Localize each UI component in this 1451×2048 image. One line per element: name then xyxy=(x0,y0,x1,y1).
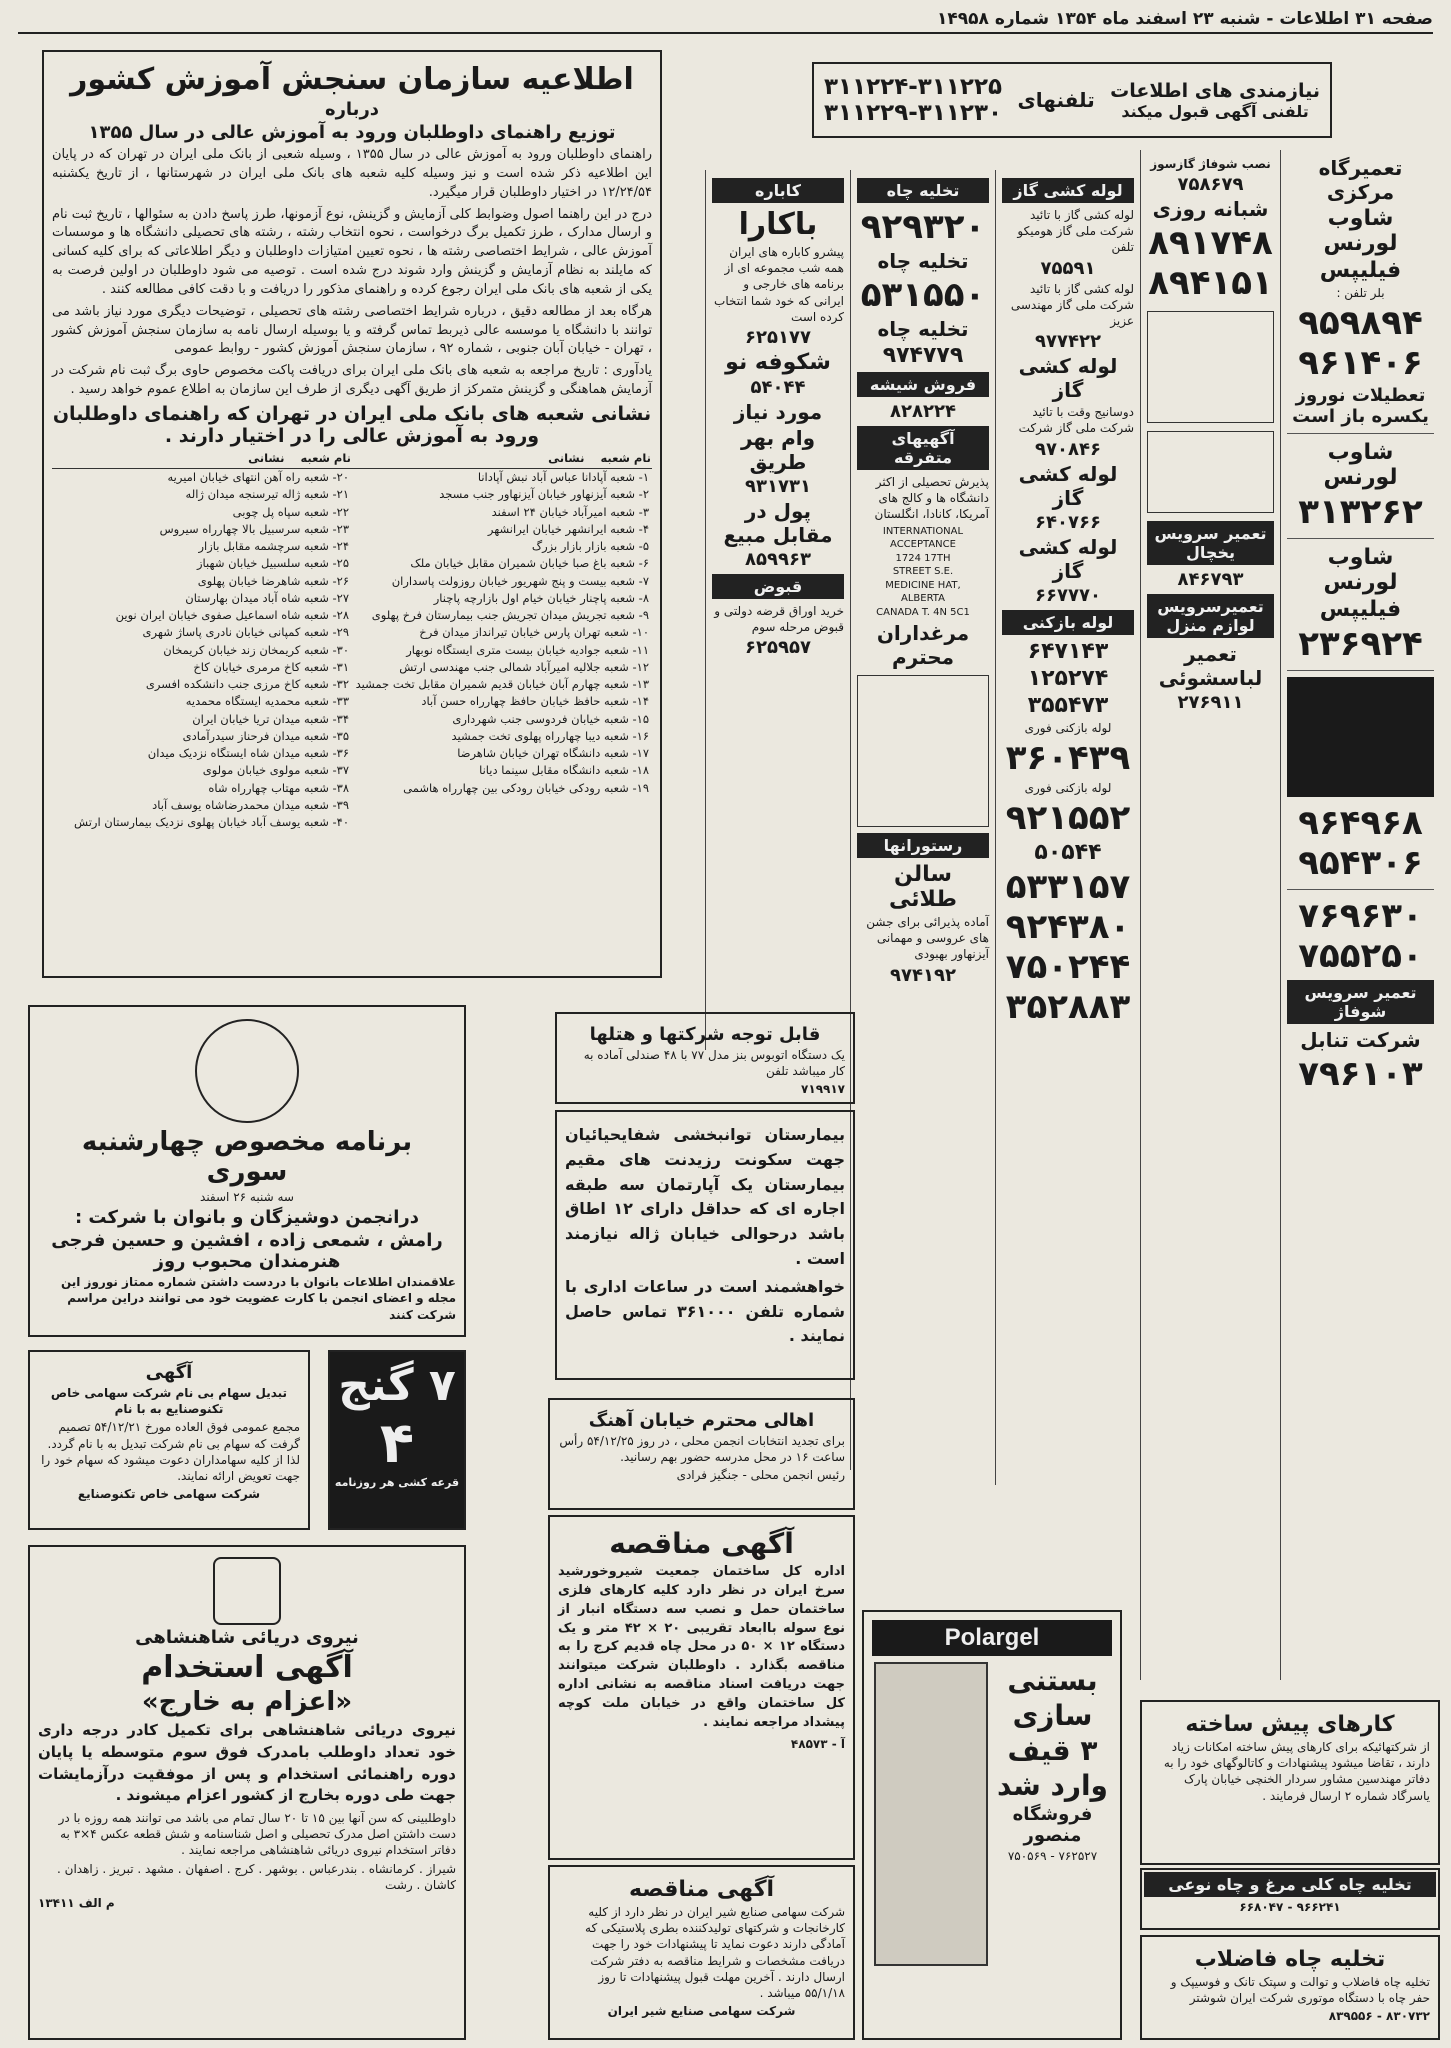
branch-row-right-7: ۷- شعبه بیست و پنج شهریور خیابان روزولت پاسداران xyxy=(391,573,649,588)
navy-anchor-icon xyxy=(213,1557,281,1625)
wells-title-3: تخلیه چاه xyxy=(877,317,969,341)
notice-para3: هرگاه بعد از مطالعه دقیق ، درباره شرایط اختصاصی رشته های تحصیلی ، توضیحات دیگری مورد نیاز باشد می توانند با دانشگاه یا موسسه عالی ذیربط تماس گرفته و یا بوسیله ارسال نامه به سازمان سنجش آموزش کشور ، تهران - خیابان آبان جنوبی ، شماره ۹۲ ، سازمان سنجش آموزش کشور - روابط عمومی xyxy=(52,303,652,357)
col4-ad-block-2 xyxy=(1147,431,1274,513)
navy-ad xyxy=(28,1545,466,2040)
sanjesh-notice xyxy=(42,50,662,978)
chaharshanbe-date: سه شنبه ۲۶ اسفند xyxy=(200,1190,294,1204)
col4-phone-c: ۸۹۴۱۵۱ xyxy=(1148,263,1273,304)
shawb-title: تعمیرگاه مرکزی xyxy=(1318,156,1403,204)
shawb-phone-7: ۷۶۹۶۳۰ xyxy=(1298,896,1423,937)
pipe5-title: لوله کشی گاز xyxy=(1018,534,1118,583)
addr-line-4: STREET S.E. xyxy=(892,566,954,578)
col4-phone-a: ۷۵۸۶۷۹ xyxy=(1177,174,1244,196)
glass-phone: ۸۲۸۲۲۴ xyxy=(890,401,956,422)
hospital-text: بیمارستان توانبخشی شفایحیائیان جهت سکونت رزیدنت های مقیم بیمارستان یک آپارتمان سه طبقه اجاره ای که حداقل دارای ۱۲ اطاق باشد درحوالی خیابان ژاله نیازمند است . xyxy=(565,1125,846,1268)
branch-table xyxy=(52,449,652,832)
branch-row-right-2: ۲- شعبه آیزنهاور خیابان آیزنهاور جنب مسجد xyxy=(439,487,649,502)
pipe12-phone: ۵۳۳۱۵۷ xyxy=(1005,866,1131,907)
branch-row-right-15: ۱۵- شعبه خیابان فردوسی جنب شهرداری xyxy=(452,711,649,726)
shawb-phone-8: ۷۵۵۲۵۰ xyxy=(1298,936,1423,977)
col4-title: نصب شوفاژ گازسوز xyxy=(1150,157,1271,171)
receipt-bar: قبوض xyxy=(712,574,844,599)
branch-row-left-11: ۳۰- شعبه کریمخان زند خیابان کریمخان xyxy=(163,642,349,657)
addr-line-1: INTERNATIONAL xyxy=(882,525,964,537)
shekufe-name: شکوفه نو xyxy=(725,349,831,375)
hospital-text-2: خواهشمند است در ساعات اداری با شماره تلفن ۳۶۱۰۰۰ تماس حاصل نمایند . xyxy=(565,1276,845,1346)
polargel-brand: Polargel xyxy=(872,1620,1112,1656)
branch-row-left-19: ۳۸- شعبه مهتاب چهارراه شاه xyxy=(208,780,349,795)
chaharshanbe-line2: رامش ، شمعی زاده ، افشین و حسین فرجی هنرمندان محبوب روز xyxy=(51,1230,443,1273)
polargel-line1: بستنی xyxy=(1007,1664,1098,1697)
pipe10-phone: ۹۲۱۵۵۲ xyxy=(1005,797,1131,838)
notice-subtitle: توزیع راهنمای داوطلبان ورود به آموزش عالی در سال ۱۳۵۵ xyxy=(88,122,616,143)
banner-label: تلفنهای xyxy=(1017,88,1095,112)
chaharshanbe-line1: درانجمن دوشیزگان و بانوان با شرکت : xyxy=(74,1207,420,1229)
th-addr-left: نشانی xyxy=(248,450,285,465)
branch-row-left-14: ۳۳- شعبه محمدیه ایستگاه محمدیه xyxy=(185,694,349,709)
branch-row-left-5: ۲۴- شعبه سرچشمه مقابل بازار xyxy=(198,539,349,554)
seven-ganj-sub: ۴ xyxy=(379,1411,415,1476)
misc-address xyxy=(857,525,989,620)
prebuilt-phone: ۹۶۶۲۴۱ - ۶۶۸۰۴۷ xyxy=(1239,1900,1341,1914)
branch-row-left-17: ۳۶- شعبه میدان شاه ایستگاه نزدیک میدان xyxy=(147,746,349,761)
rest-title: سالن طلائی xyxy=(889,862,957,913)
pipe-bar: لوله بازکنی xyxy=(1002,610,1134,635)
polargel-line3: ۳ قیف xyxy=(1007,1734,1098,1767)
branch-row-left-16: ۳۵- شعبه میدان فرحناز سیدرآمادی xyxy=(182,728,349,743)
branch-row-right-16: ۱۶- شعبه دیبا چهارراه پهلوی تخت جمشید xyxy=(451,728,649,743)
polargel-store: فروشگاه منصور xyxy=(1012,1804,1093,1846)
notice-para2: درج در این راهنما اصول وضوابط کلی آزمایش و گزینش، نوع آزمونها، طرز پاسخ دادن به سئوالها ، تاریخ ثبت نام و ارسال مدارک ، طرز تکمیل برگ درخواست ، نحوه انتخاب رشته ، رشته های تحصیلی دانشگاه ها و موسسات آموزش عالی ، شرایط اختصاصی رشته ها ، نحوه تعیین امتیازات داوطلبان و دیگر اطلاعاتی که برای کلیه کسانی که مایلند به نظام آزمایش و گزینش وارد شوند درج شده است . توصیه می شود داوطلبان در اولین فرصت به یکی از شعبه های بانک ملی ایران رجوع کرده و راهنمای مذکور را دریافت و با دقت کافی مطالعه کنند . xyxy=(52,206,652,297)
branch-row-left-18: ۳۷- شعبه مولوی خیابان مولوی xyxy=(202,763,349,778)
prebuilt-title: کارهای پیش ساخته xyxy=(1185,1712,1395,1737)
companies-title: قابل توجه شرکتها و هتلها xyxy=(589,1024,821,1045)
seven-ganj-ad xyxy=(328,1350,466,1530)
receipt-phone: ۶۲۵۹۵۷ xyxy=(745,637,811,659)
addr-line-5: MEDICINE HAT, xyxy=(885,579,961,591)
col4-shabaneh: شبانه روزی xyxy=(1152,197,1269,222)
companies-phone: ۷۱۹۹۱۷ xyxy=(801,1082,845,1097)
pipe4-phone: ۶۴۰۷۶۶ xyxy=(1035,511,1101,533)
shawb-brand-2: شاوب لورنس xyxy=(1323,440,1398,491)
col-repair-shawb xyxy=(1280,150,1440,1680)
col4-bar-fridge: تعمیر سرویس یخچال xyxy=(1147,521,1274,565)
header-text: صفحه ۳۱ اطلاعات - شنبه ۲۳ اسفند ماه ۱۳۵۴ شماره ۱۴۹۵۸ xyxy=(937,9,1433,29)
pipe8-phone: ۳۵۵۴۷۳ xyxy=(1027,692,1109,718)
col-wells xyxy=(850,170,995,1470)
pipe13-phone: ۹۲۴۳۸۰ xyxy=(1005,906,1131,947)
th-name-left: نام شعبه xyxy=(300,450,351,465)
pipe15-phone: ۳۵۲۸۸۳ xyxy=(1005,986,1131,1027)
tender2-text: شرکت سهامی صنایع شیر ایران در نظر دارد از کلیه کارخانجات و شرکتهای تولیدکننده بطری پلاستیکی که آمادگی دارند دعوت نماید تا پیشنهادات خود را جهت دریافت مشخصات و شرایط مناقصه به دفتر شرکت ارسال دارند . آخرین مهلت قبول پیشنهادات تا روز ۵۵/۱/۱۸ میباشد . xyxy=(585,1905,845,2000)
branch-row-right-10: ۱۰- شعبه تهران پارس خیابان تیرانداز میدان فرخ xyxy=(419,625,649,640)
phones-banner xyxy=(812,62,1332,138)
col3-bar-shofaj: تعمیر سرویس شوفاژ xyxy=(1287,980,1434,1024)
th-addr-right: نشانی xyxy=(548,450,585,465)
companies-ad xyxy=(555,1012,855,1104)
wells-phone-1: ۹۲۹۳۲۰ xyxy=(860,207,986,247)
banner-subtitle: تلفنی آگهی قبول میکند xyxy=(1121,101,1309,121)
addr-line-2: ACCEPTANCE xyxy=(890,539,956,551)
wash-phone: ۲۷۶۹۱۱ xyxy=(1177,692,1244,714)
sewage-title: تخلیه چاه فاضلاب xyxy=(1194,1947,1386,1972)
branch-row-right-3: ۳- شعبه امیرآباد خیابان ۲۴ اسفند xyxy=(491,504,649,519)
tenal-title: شرکت تنابل xyxy=(1300,1028,1421,1053)
misc-bar: آگهیهای متفرقه xyxy=(857,426,989,470)
philips-brand-2: فیلیپس xyxy=(1319,597,1402,623)
branch-row-right-18: ۱۸- شعبه دانشگاه مقابل سینما دیانا xyxy=(479,763,649,778)
col-repair-general xyxy=(1140,150,1280,1680)
navy-sign: م الف ۱۳۴۱۱ xyxy=(38,1895,115,1910)
col6-ad-block xyxy=(857,675,989,827)
addr-line-6: ALBERTA xyxy=(901,593,945,605)
fridge-phone: ۸۴۶۷۹۳ xyxy=(1177,569,1244,591)
branch-row-left-12: ۳۱- شعبه کاخ مرمری خیابان کاخ xyxy=(193,659,349,674)
pipe3-phone: ۹۷۰۸۴۶ xyxy=(1035,438,1101,460)
branch-row-right-11: ۱۱- شعبه جوادیه خیابان بیست متری ایستگاه نوبهار xyxy=(406,642,649,657)
chaharshanbe-line3: علاقمندان اطلاعات بانوان با دردست داشتن شماره ممتاز نوروز این مجله و اعضای انجمن با کارت عضویت خود می توانند دراین مراسم شرکت کنند xyxy=(60,1275,456,1322)
pipe-label-1: لوله بازکنی فوری xyxy=(1024,720,1112,735)
tender1-ad xyxy=(548,1515,855,1860)
branch-row-left-9: ۲۸- شعبه شاه اسماعیل صفوی خیابان ایران نوین xyxy=(115,608,349,623)
sewage-text: تخلیه چاه فاضلاب و توالت و سپتک تانک و فوسیپک و حفر چاه با دستگاه موتوری شرکت ایران شوشتر xyxy=(1170,1975,1430,2006)
notice-title: اطلاعیه سازمان سنجش آموزش کشور xyxy=(70,62,634,97)
shawb-phone-4: ۲۳۶۹۲۴ xyxy=(1298,624,1423,665)
col4-phone-b: ۸۹۱۷۴۸ xyxy=(1148,223,1273,264)
navy-org: نیروی دریائی شاهنشاهی xyxy=(135,1627,359,1648)
notice-para4: یادآوری : تاریخ مراجعه به شعبه های بانک ملی ایران برای دریافت پاکت مخصوص حاوی برگ ثبت نام شرکت در آزمایش هماهنگی و گزینش متمرکز از طریق آگهی دیگری از طرف این سازمان به اطلاع عموم خواهد رسید . xyxy=(52,363,652,398)
chaharshanbe-title: برنامه مخصوص چهارشنبه سوری xyxy=(81,1127,413,1187)
branch-row-right-1: ۱- شعبه آپادانا عباس آباد نبش آپادانا xyxy=(477,470,649,485)
addr-line-7: CANADA T. 4N 5C1 xyxy=(876,606,970,618)
shawb-brand-3: شاوب لورنس xyxy=(1323,545,1398,596)
sewage-ad xyxy=(1140,1935,1440,2040)
pipe5-phone: ۶۶۷۷۷۰ xyxy=(1035,584,1101,606)
stock-ad xyxy=(28,1350,310,1530)
tender2-sign: شرکت سهامی صنایع شیر ایران xyxy=(607,2004,796,2019)
stock-sign: شرکت سهامی خاص تکنوصنایع xyxy=(77,1487,261,1502)
wells-title-2: تخلیه چاه xyxy=(877,249,969,273)
branch-row-left-15: ۳۴- شعبه میدان تریا خیابان ایران xyxy=(192,711,349,726)
tender2-title: آگهی مناقصه xyxy=(628,1877,775,1902)
branch-row-left-1: ۲۰- شعبه راه آهن انتهای خیابان امیریه xyxy=(167,470,349,485)
pipe3-text: دوسانیج وقت با تائید شرکت ملی گاز شرکت xyxy=(1018,405,1134,436)
shawb-phone-3: ۳۱۳۲۶۲ xyxy=(1298,492,1423,533)
notice-para1: راهنمای داوطلبان ورود به آموزش عالی در سال ۱۳۵۵ ، وسیله شعبی از بانک ملی ایران در تهران که در پایان این اطلاعیه ذکر شده است و نیز وسیله کلیه شعبه های بانک ملی ایران در شهرستانها ، از تاریخ یکشنبه ۱۲/۲۴/۵۴ در اختیار داوطلبان قرار میگیرد. xyxy=(52,147,652,200)
shawb-phone-5: ۹۶۴۹۶۸ xyxy=(1298,803,1423,844)
cabaret-bar: کاباره xyxy=(712,178,844,203)
seven-ganj-label: قرعه کشی هر روزنامه xyxy=(334,1476,460,1489)
pipe1-text: لوله کشی گاز با تائید شرکت ملی گاز هومیکو تلفن xyxy=(1017,208,1134,255)
col4-bar-home: تعمیرسرویس لوازم منزل xyxy=(1147,594,1274,638)
branch-row-right-8: ۸- شعبه پاچنار خیابان خیام اول بازارچه پاچنار xyxy=(433,590,649,605)
companies-text: یک دستگاه اتوبوس بنز مدل ۷۷ با ۴۸ صندلی آماده به کار میباشد تلفن xyxy=(583,1048,845,1079)
ahan-ad xyxy=(548,1398,855,1510)
branches-left xyxy=(52,469,352,832)
col-cabaret xyxy=(705,170,850,1050)
money-title: پول در مقابل مبیع xyxy=(723,498,833,547)
navy-title: آگهی استخدام xyxy=(141,1650,353,1685)
pipe3-title: لوله کشی گاز xyxy=(1018,354,1118,403)
pipe11-phone: ۵۰۵۴۴ xyxy=(1034,839,1102,865)
branch-row-left-21: ۴۰- شعبه یوسف آباد خیابان پهلوی نزدیک بیمارستان ارتش xyxy=(74,815,349,830)
branch-row-right-17: ۱۷- شعبه دانشگاه تهران خیابان شاهرضا xyxy=(457,746,649,761)
money-phone: ۸۵۹۹۶۳ xyxy=(745,548,811,570)
ahan-sign: رئیس انجمن محلی - جنگیز فرادی xyxy=(676,1468,845,1483)
wells-bar-ad xyxy=(1140,1868,1440,1930)
branch-row-right-5: ۵- شعبه بازار بازار بزرگ xyxy=(531,539,649,554)
prebuilt-ad xyxy=(1140,1700,1440,1865)
tender2-ad xyxy=(548,1865,855,2040)
stock-title: آگهی xyxy=(145,1362,193,1383)
rest-bar: رستورانها xyxy=(857,833,989,858)
pipe2-phone: ۹۷۷۴۲۲ xyxy=(1035,331,1101,353)
receipt-text: خرید اوراق قرضه دولتی و قبوض مرحله سوم xyxy=(714,603,844,635)
pipe14-phone: ۷۵۰۲۴۴ xyxy=(1005,946,1131,987)
prebuilt-text: از شرکتهائیکه برای کارهای پیش ساخته امکانات زیاد دارند ، تقاضا میشود پیشنهادات و کاتالوگهای خود را به دفاتر مهندسین مشاور سردار الخنچی خیابان پارک یاسرگاد شماره ۲ ارسال فرمایند . xyxy=(1163,1740,1430,1803)
polargel-line4: وارد شد xyxy=(997,1769,1108,1802)
loan-phone: ۹۳۱۷۳۱ xyxy=(745,475,811,497)
tenal-phone: ۷۹۶۱۰۳ xyxy=(1298,1054,1423,1095)
branch-row-left-8: ۲۷- شعبه شاه آباد میدان بهارستان xyxy=(185,590,349,605)
ahan-title: اهالی محترم خیابان آهنگ xyxy=(588,1410,815,1431)
rest-text: آماده پذیرائی برای جشن های عروسی و مهمانی آیزنهاور بهبودی xyxy=(866,915,989,962)
pipe7-phone: ۱۲۵۲۷۴ xyxy=(1027,665,1109,691)
addr-line-3: 1724 17TH xyxy=(895,552,951,564)
branch-row-right-9: ۹- شعبه تجریش میدان تجریش جنب بیمارستان فرخ پهلوی xyxy=(371,608,649,623)
shawb-holiday: تعطیلات نوروز یکسره باز است xyxy=(1292,385,1429,428)
banner-line2: ۳۱۱۲۲۹-۳۱۱۲۳۰ xyxy=(824,100,1003,126)
branch-row-left-6: ۲۵- شعبه سلسبیل خیابان شهباز xyxy=(197,556,349,571)
stock-subtitle: تبدیل سهام بی نام شرکت سهامی خاص تکنوصنایع به با نام xyxy=(50,1386,288,1417)
shawb-phone-label: بلر تلفن : xyxy=(1336,286,1385,300)
anjoman-emblem-icon xyxy=(195,1019,299,1123)
cabaret-phone: ۶۲۵۱۷۷ xyxy=(745,326,811,348)
branch-row-left-7: ۲۶- شعبه شاهرضا خیابان پهلوی xyxy=(197,573,349,588)
misc-text: پذیرش تحصیلی از اکثر دانشگاه ها و کالج های آمریکا، کانادا، انگلستان xyxy=(874,475,989,522)
owners-title: مرغداران محترم xyxy=(876,621,970,670)
tender1-title: آگهی مناقصه xyxy=(609,1527,794,1560)
pipe4-title: لوله کشی گاز xyxy=(1018,461,1118,510)
branch-row-left-4: ۲۳- شعبه سرسبیل بالا چهارراه سیروس xyxy=(159,521,349,536)
logo-block xyxy=(1287,677,1434,797)
branch-row-right-19: ۱۹- شعبه رودکی خیابان رودکی بین چهارراه هاشمی xyxy=(403,780,649,795)
need-title: مورد نیاز xyxy=(733,399,823,424)
col-pipes xyxy=(995,170,1140,1485)
sewage-phone: ۸۳۰۷۳۲ - ۸۳۹۵۵۶ xyxy=(1328,2009,1430,2024)
chaharshanbe-ad xyxy=(28,1005,466,1337)
pipe9-phone: ۳۶۰۴۳۹ xyxy=(1005,737,1131,778)
branch-row-left-13: ۳۲- شعبه کاخ مرزی جنب دانشکده افسری xyxy=(145,677,349,692)
wells-title: تخلیه چاه xyxy=(857,178,989,203)
branch-row-left-10: ۲۹- شعبه کمپانی خیابان نادری پاساژ شهری xyxy=(142,625,349,640)
glass-bar: فروش شیشه xyxy=(857,372,989,397)
th-name-right: نام شعبه xyxy=(600,450,651,465)
branch-row-right-4: ۴- شعبه ایرانشهر خیابان ایرانشهر xyxy=(487,521,649,536)
navy-text: داوطلبینی که سن آنها بین ۱۵ تا ۲۰ سال تمام می باشد می توانند همه روزه با در دست داشتن اصل مدرک تحصیلی و اصل شناسنامه و شش قطعه عکس ۴×۳ به دفاتر استخدام نیروی دریائی شاهنشاهی مراجعه نمایند . xyxy=(58,1811,456,1858)
stock-text: مجمع عمومی فوق العاده مورخ ۵۴/۱۲/۲۱ تصمیم گرفت که سهام بی نام شرکت تبدیل به با نام گردد. لذا از کلیه سهامداران دعوت میشود که سهام خود را جهت تعویض ارائه نمایند. xyxy=(41,1420,300,1483)
pipe2-text: لوله کشی گاز با تائید شرکت ملی گاز مهندسی عزیز xyxy=(1010,281,1134,328)
shekufe-phone: ۵۴۰۴۴ xyxy=(750,376,806,398)
cabaret-name: باکارا xyxy=(738,207,818,242)
wells-phone-2: ۵۳۱۵۵۰ xyxy=(860,275,986,315)
branch-row-left-2: ۲۱- شعبه ژاله تیرسنجه میدان ژاله xyxy=(185,487,349,502)
branch-row-right-14: ۱۴- شعبه حافظ خیابان حافظ چهارراه حسن آباد xyxy=(421,694,649,709)
prebuilt-bar: تخلیه چاه کلی مرغ و چاه نوعی xyxy=(1144,1872,1436,1897)
tender1-sign: آ - ۴۸۵۷۳ xyxy=(790,1736,845,1751)
branch-row-right-12: ۱۲- شعبه جلالیه امیرآباد شمالی جنب مهندسی ارتش xyxy=(399,659,649,674)
notice-about: درباره xyxy=(324,99,380,120)
tender1-text: اداره کل ساختمان جمعیت شیروخورشید سرخ ایران در نظر دارد کلیه کارهای فلزی ساختمان حمل و نصب سه دستگاه انبار از نوع سوله باابعاد تقریبی ۲۰ × ۴۲ متر و یک دستگاه ۱۲ × ۵۰ در محل چاه قدیم کرج را به مناقصه بگذارد . داوطلبان شرکت میتوانند جهت دریافت اسناد مناقصه به نشانی اداره کل ساختمان واقع در خیابان ملت کوچه پیشداد مراجعه نمایند . xyxy=(558,1564,845,1730)
polargel-ad xyxy=(862,1610,1122,2040)
shawb-phone-1: ۹۵۹۸۹۴ xyxy=(1298,303,1423,344)
hospital-ad xyxy=(555,1110,855,1380)
navy-cities: شیراز . کرمانشاه . بندرعباس . بوشهر . کرج . اصفهان . مشهد . تبریز . زاهدان . کاشان . رشت xyxy=(57,1861,456,1892)
ice-cream-machine-image xyxy=(874,1662,988,1966)
wash-title: تعمیر لباسشوئی xyxy=(1158,642,1263,691)
pipe1-phone: ۷۵۵۹۱ xyxy=(1040,257,1096,279)
rest-phone: ۹۷۴۱۹۲ xyxy=(890,964,956,986)
ahan-text: برای تجدید انتخابات انجمن محلی ، در روز ۵۴/۱۲/۲۵ رأس ساعت ۱۶ در محل مدرسه حضور بهم رسانید. xyxy=(559,1434,845,1465)
pipe1-title: لوله کشی گاز xyxy=(1002,178,1134,203)
branch-row-left-3: ۲۲- شعبه سپاه پل چوبی xyxy=(232,504,349,519)
shawb-brand: شاوب لورنس xyxy=(1323,206,1398,256)
page-header xyxy=(18,6,1433,34)
pipe-label-2: لوله بازکنی فوری xyxy=(1024,780,1112,795)
branch-row-left-20: ۳۹- شعبه میدان محمدرضاشاه یوسف آباد xyxy=(152,797,349,812)
branch-row-right-13: ۱۳- شعبه چهارم آبان خیابان قدیم شمیران مقابل تخت جمشید xyxy=(355,677,649,692)
notice-list-title: نشانی شعبه های بانک ملی ایران در تهران که راهنمای داوطلبان ورود به آموزش عالی را در اختیار دارند . xyxy=(52,402,652,447)
cabaret-text: پیشرو کاباره های ایران همه شب مجموعه ای از برنامه های خارجی و ایرانی که خود شما انتخاب کرده است xyxy=(714,245,844,324)
polargel-phone: ۷۶۲۵۲۷ - ۷۵۰۵۶۹ xyxy=(1007,1849,1098,1863)
navy-line: نیروی دریائی شاهنشاهی برای تکمیل کادر درجه داری خود تعداد داوطلب بامدرک فوق سوم متوسطه یا پایان دوره راهنمائی استخدام و پس از موفقیت درآزمایشات جهت طی دوره بخارج از کشور اعزام میشوند . xyxy=(38,1721,456,1805)
philips-brand: فیلیپس xyxy=(1319,258,1402,283)
banner-line1: ۳۱۱۲۲۴-۳۱۱۲۲۵ xyxy=(824,74,1003,100)
col4-ad-block xyxy=(1147,311,1274,423)
branch-row-right-6: ۶- شعبه باغ صبا خیابان شمیران مقابل خیابان ملک xyxy=(410,556,649,571)
loan-title: وام بهر طریق xyxy=(740,425,816,474)
shawb-phone-6: ۹۵۴۳۰۶ xyxy=(1298,843,1423,884)
navy-subtitle: «اعزام به خارج» xyxy=(141,1687,353,1717)
pipe6-phone: ۶۴۷۱۴۳ xyxy=(1027,638,1109,664)
polargel-line2: سازی xyxy=(1012,1699,1093,1732)
branches-right xyxy=(352,469,652,832)
seven-ganj-title: ۷ گنج xyxy=(338,1360,456,1411)
wells-phone-3: ۹۷۴۷۷۹ xyxy=(882,343,964,368)
banner-title: نیازمندی های اطلاعات xyxy=(1110,79,1320,102)
shawb-phone-2: ۹۶۱۴۰۶ xyxy=(1298,343,1423,384)
